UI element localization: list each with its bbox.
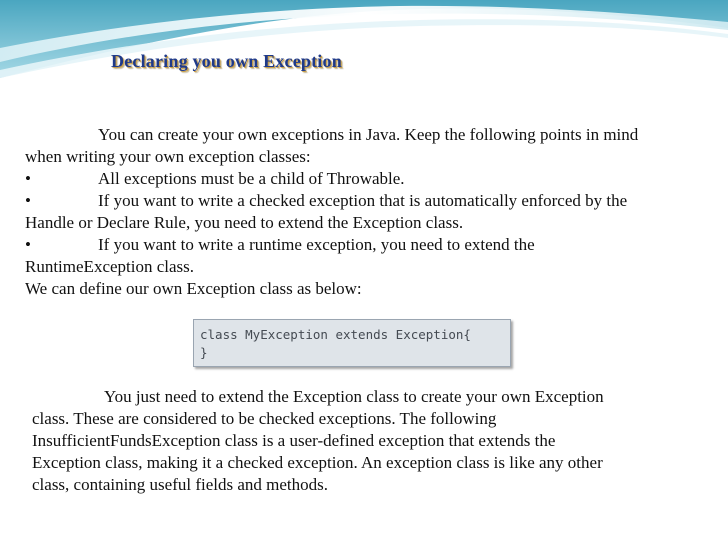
bullet-symbol: •	[25, 191, 31, 210]
wave-header-decoration	[0, 0, 728, 100]
paragraph-line: class. These are considered to be checked exceptions. The following	[32, 409, 497, 428]
code-line: }	[200, 345, 208, 360]
paragraph-line: You just need to extend the Exception class to create your own Exception	[104, 387, 604, 406]
define-line: We can define our own Exception class as below:	[25, 279, 362, 298]
bullet-text: If you want to write a checked exception that is automatically enforced by the	[98, 191, 628, 210]
bullet-text: If you want to write a runtime exception, you need to extend the	[98, 235, 535, 254]
intro-line: when writing your own exception classes:	[25, 147, 311, 166]
bullet-item	[25, 168, 715, 190]
slide-title: Declaring you own Exception	[111, 51, 342, 71]
bullet-item	[25, 190, 715, 234]
bullet-text: All exceptions must be a child of Throwable.	[98, 169, 405, 188]
paragraph-line: class, containing useful fields and methods.	[32, 475, 329, 494]
paragraph-line: InsufficientFundsException class is a user-defined exception that extends the	[32, 431, 556, 450]
bullet-item	[25, 234, 715, 278]
paragraph-line: Exception class, making it a checked exception. An exception class is like any other	[32, 453, 603, 472]
bullet-text-continued: Handle or Declare Rule, you need to extend the Exception class.	[25, 213, 464, 232]
explanation-paragraph	[32, 386, 712, 496]
bullet-symbol: •	[25, 235, 31, 254]
bullet-text-continued: RuntimeException class.	[25, 257, 195, 276]
intro-section	[25, 124, 715, 300]
intro-line: You can create your own exceptions in Java. Keep the following points in mind	[98, 125, 639, 144]
code-line: class MyException extends Exception{	[200, 327, 471, 342]
code-snippet-box	[193, 319, 511, 367]
bullet-symbol: •	[25, 169, 31, 188]
